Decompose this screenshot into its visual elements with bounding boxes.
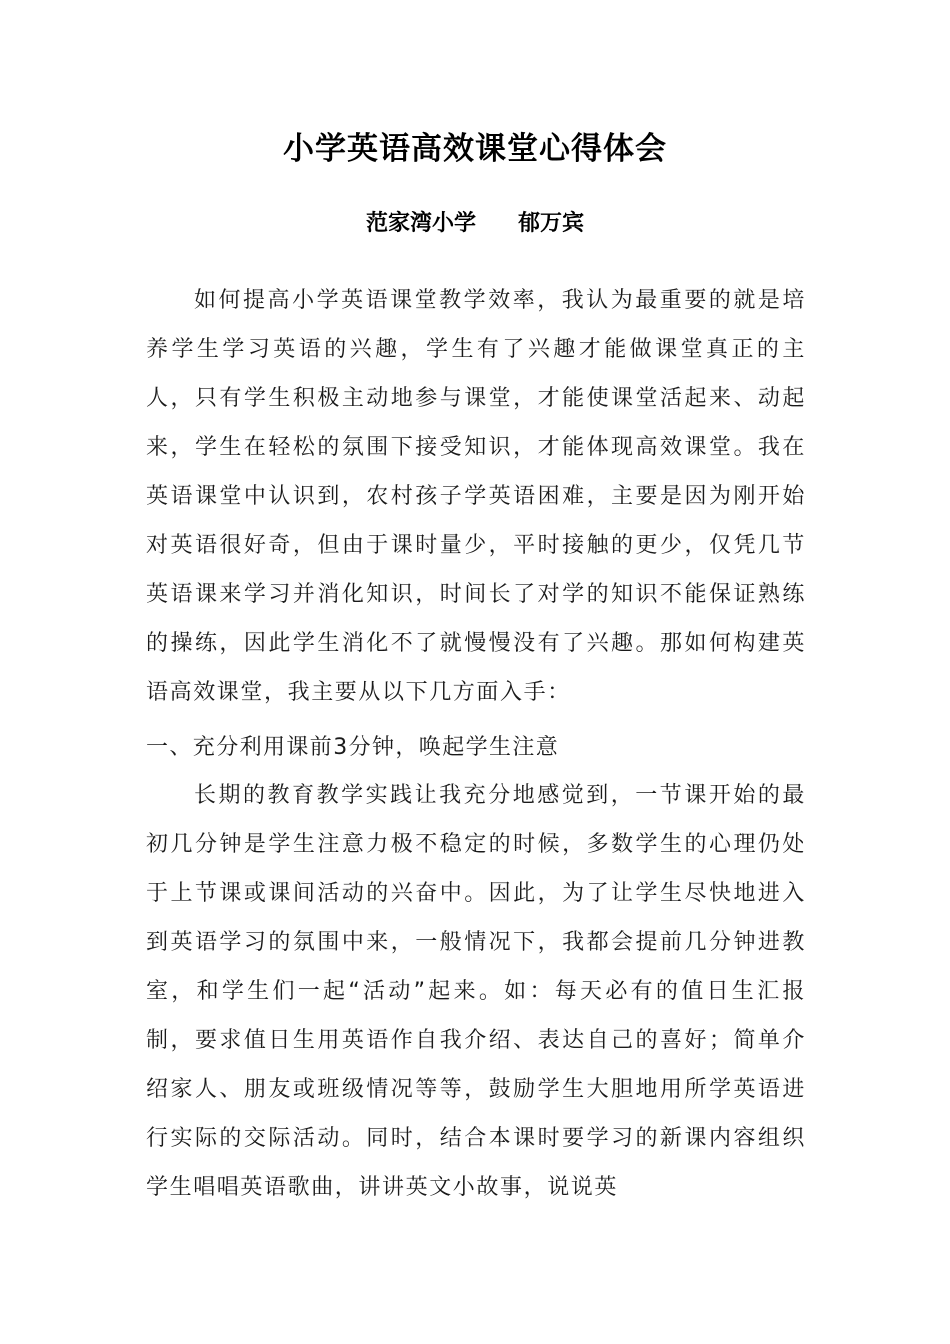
intro-paragraph: 如何提高小学英语课堂教学效率，我认为最重要的就是培养学生学习英语的兴趣，学生有了兴趣才能做课堂真正的主人，只有学生积极主动地参与课堂，才能使课堂活起来、动起来，学生在轻松的氛围下接受知识，才能体现高效课堂。我在英语课堂中认识到，农村孩子学英语困难，主要是因为刚开始对英语很好奇，但由于课时量少，平时接触的更少，仅凭几节英语课来学习并消化知识，时间长了对学的知识不能保证熟练的操练，因此学生消化不了就慢慢没有了兴趣。那如何构建英语高效课堂，我主要从以下几方面入手： <box>146 288 806 705</box>
document-title: 小学英语高效课堂心得体会 <box>283 131 667 167</box>
school-name: 范家湾小学 <box>365 210 476 236</box>
byline <box>0 205 950 241</box>
section-1-paragraph: 长期的教育教学实践让我充分地感觉到，一节课开始的最初几分钟是学生注意力极不稳定的时候，多数学生的心理仍处于上节课或课间活动的兴奋中。因此，为了让学生尽快地进入到英语学习的氛围中来，一般情况下，我都会提前几分钟进教室，和学生们一起“活动”起来。如：每天必有的值日生汇报制，要求值日生用英语作自我介绍、表达自己的喜好；简单介绍家人、朋友或班级情况等等，鼓励学生大胆地用所学英语进行实际的交际活动。同时，结合本课时要学习的新课内容组织学生唱唱英语歌曲，讲讲英文小故事，说说英 <box>146 783 806 1200</box>
author-name: 郁万宾 <box>518 210 585 236</box>
section-heading-1: 一、充分利用课前3分钟，唤起学生注意 <box>146 735 560 760</box>
